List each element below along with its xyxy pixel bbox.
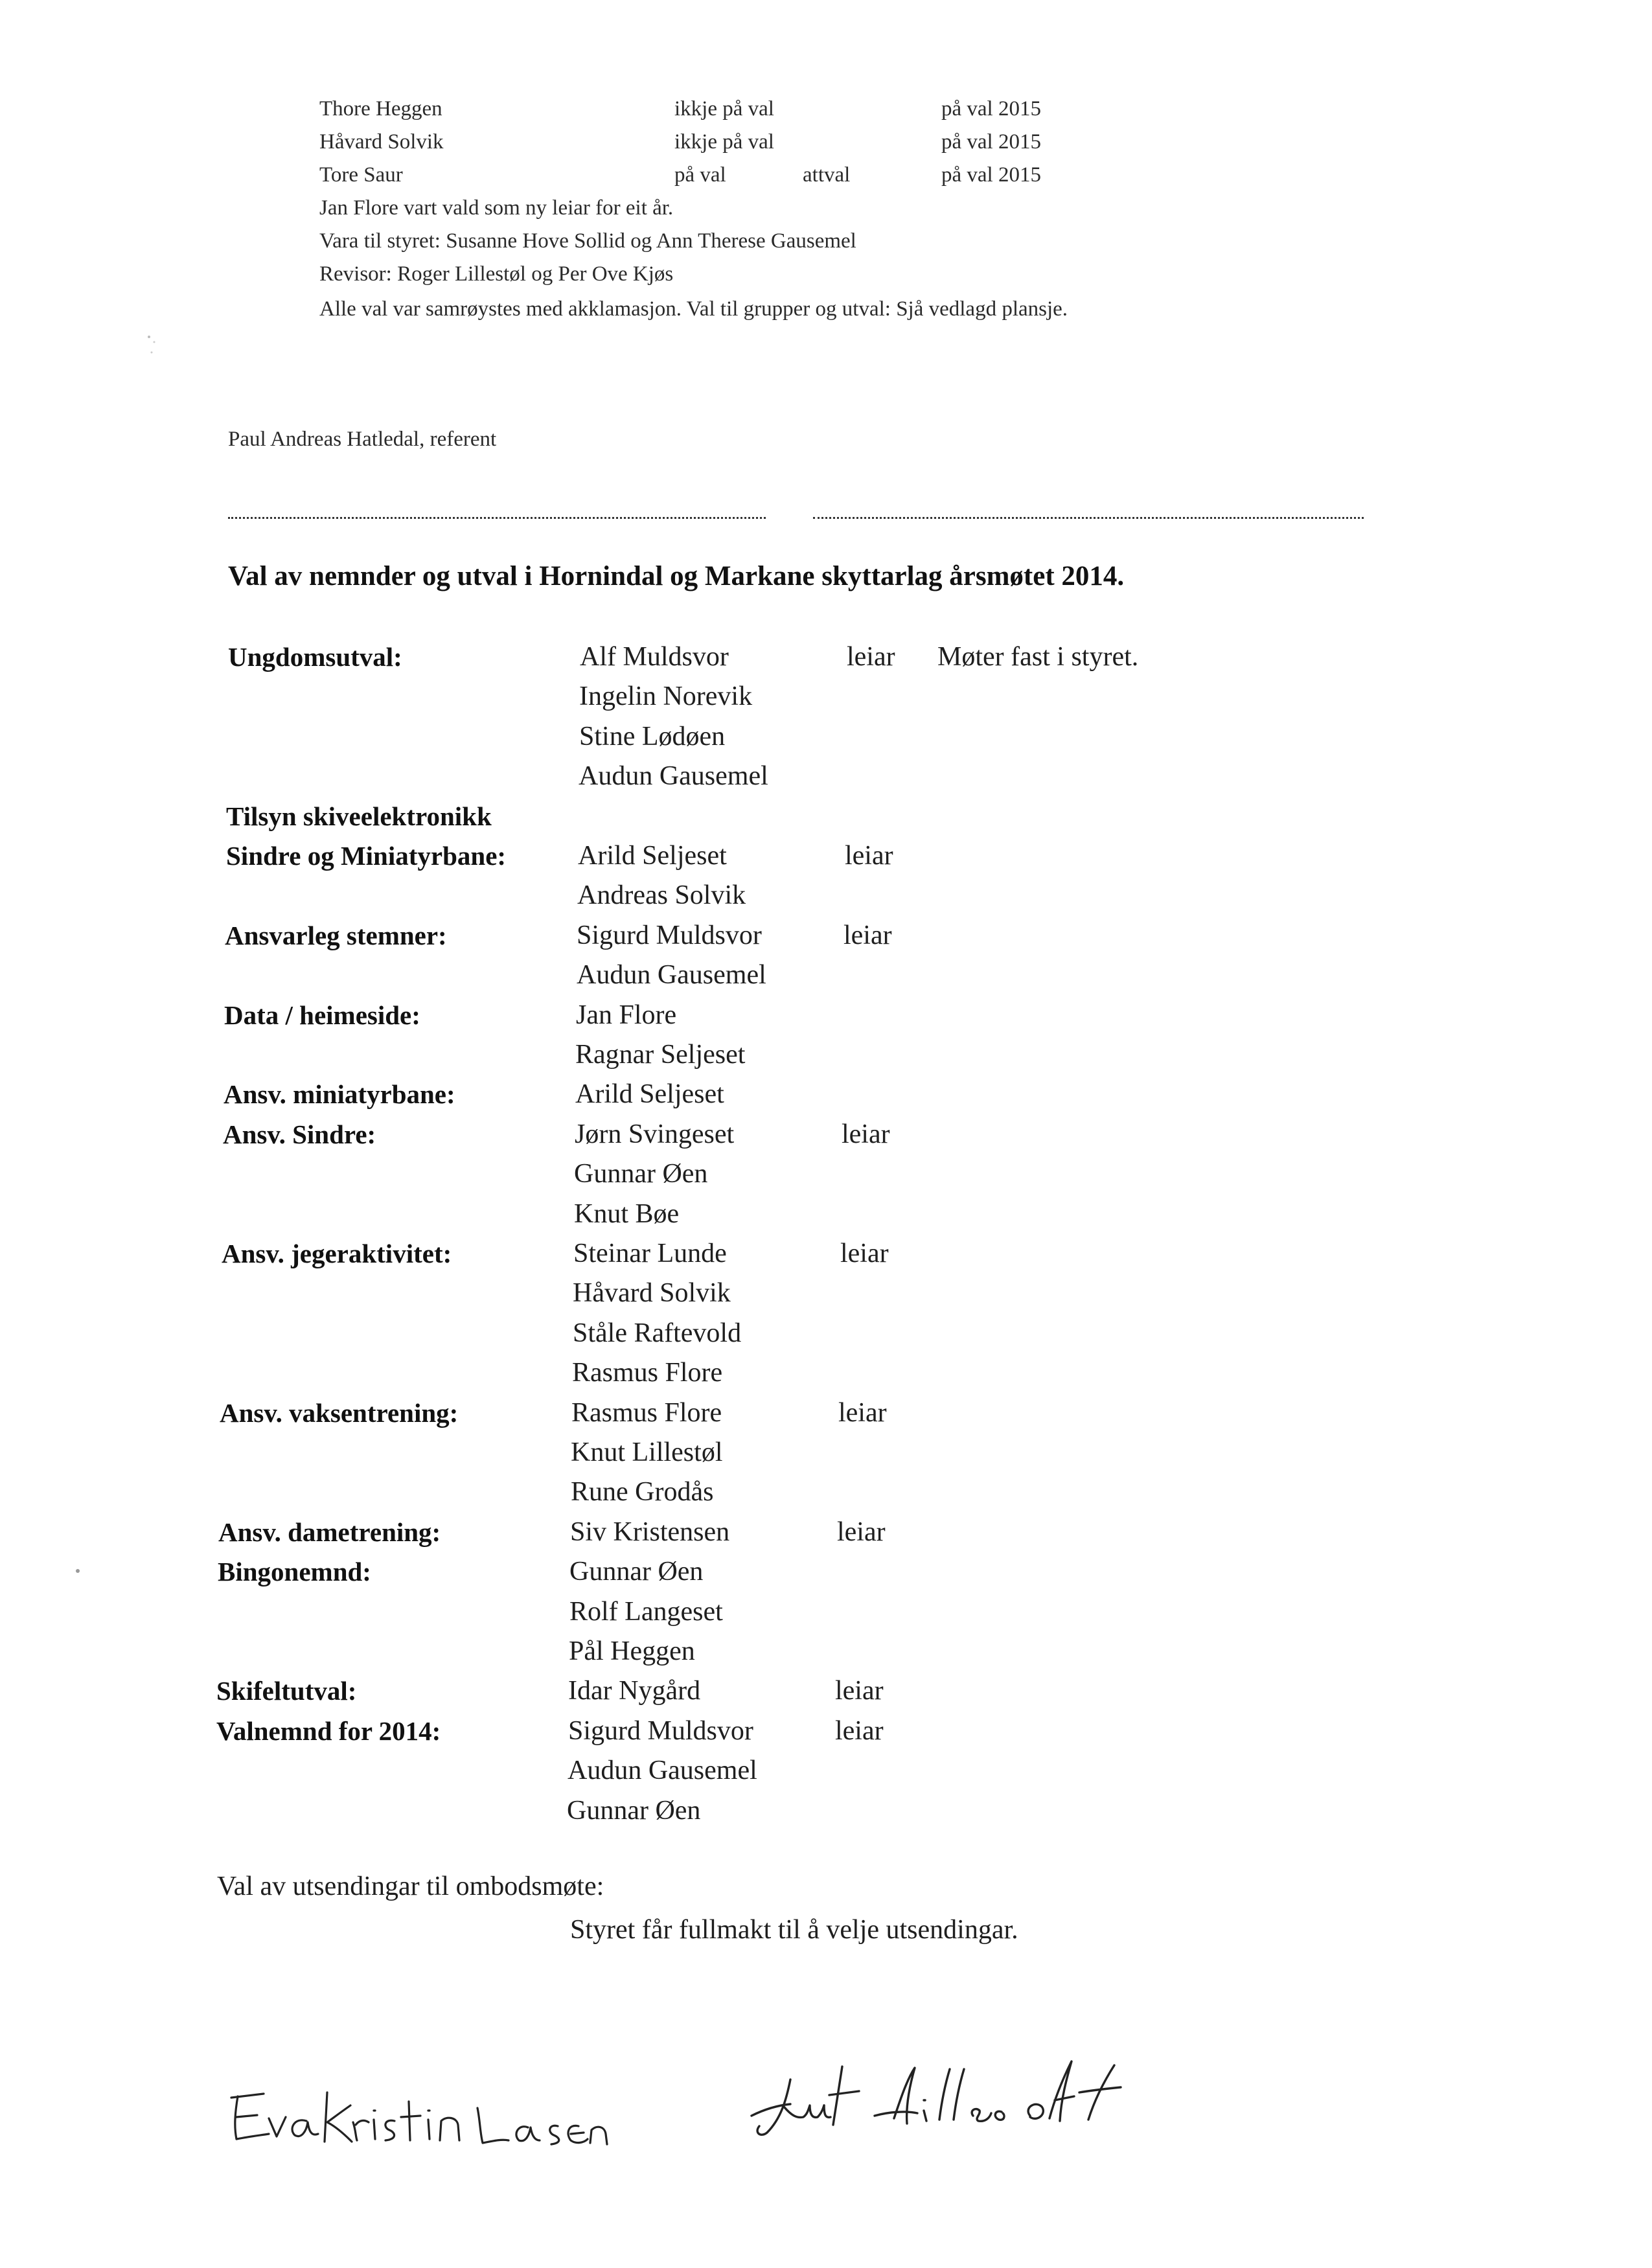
committee-label: Ansvarleg stemner: xyxy=(225,920,447,950)
committee-label: Ansv. jegeraktivitet: xyxy=(222,1239,452,1268)
signature-eva-kristin-larsen xyxy=(224,2079,612,2164)
committee-label: Skifeltutval: xyxy=(216,1676,357,1706)
member-role: leiar xyxy=(843,920,892,950)
committee-member: Sigurd Muldsvor xyxy=(568,1715,753,1746)
committee-member: Audun Gausemel xyxy=(577,960,766,991)
committee-member: Arild Seljeset xyxy=(578,841,727,871)
candidate-status-extra: attval xyxy=(803,163,851,187)
committee-label: Data / heimeside: xyxy=(224,1000,420,1030)
committee-member: Steinar Lunde xyxy=(573,1239,727,1268)
committee-member: Knut Bøe xyxy=(574,1198,680,1229)
committee-member: Alf Muldsvor xyxy=(580,642,729,672)
candidate-status: ikkje på val xyxy=(674,130,774,154)
candidate-status: på val xyxy=(674,163,726,187)
committee-member: Gunnar Øen xyxy=(574,1159,708,1189)
member-role: leiar xyxy=(840,1239,889,1268)
committee-label: Ansv. dametrening: xyxy=(218,1517,441,1547)
delegates-text: Styret får fullmakt til å velje utsendingar. xyxy=(570,1915,1018,1945)
member-role: leiar xyxy=(845,841,893,871)
committee-label: Ansv. miniatyrbane: xyxy=(224,1079,455,1110)
committee-member: Rune Grodås xyxy=(571,1477,714,1507)
page-title: Val av nemnder og utval i Hornindal og Markane skyttarlag årsmøtet 2014. xyxy=(228,561,1125,591)
delegates-heading: Val av utsendingar til ombodsmøte: xyxy=(217,1872,604,1901)
committee-label: Bingonemnd: xyxy=(218,1557,371,1587)
committee-member: Sigurd Muldsvor xyxy=(577,920,762,950)
committee-label: Sindre og Miniatyrbane: xyxy=(226,841,507,871)
candidate-name: Håvard Solvik xyxy=(319,130,444,154)
signature-knut-lillestol xyxy=(745,2054,1166,2151)
committee-member: Andreas Solvik xyxy=(577,880,746,911)
committee-label: Ansv. vaksentrening: xyxy=(220,1397,459,1428)
committee-member: Ragnar Seljeset xyxy=(575,1040,746,1070)
committee-member: Pål Heggen xyxy=(569,1636,695,1666)
committee-member: Idar Nygård xyxy=(568,1676,701,1706)
committee-member: Ståle Raftevold xyxy=(573,1318,742,1348)
committee-member: Rolf Langeset xyxy=(569,1596,723,1627)
committee-member: Jørn Svingeset xyxy=(575,1119,735,1149)
document-page: Thore Heggen ikkje på val på val 2015 Håvard Solvik ikkje på val på val 2015 Tore Saur på val attval på val 2015 Jan Flore vart vald som ny leiar for eit år. Vara til styret: Susanne Hove Sollid og Ann Therese Gausemel Revisor: Roger Lillestøl og Per Ove Kjøs Alle val var samrøystes med akklamasjon. Val til grupper og utval: Sjå vedlagd plansje. Paul Andreas Hatledal, referent Val av nemnder og utval i Hornindal og Markane skyttarlag årsmøtet 2014. Ungdomsutval: Alf Muldsvor leiar Møter fast i styret. Ingelin Norevik Stine Lødøen Audun Gausemel Tilsyn skiveelektronikk Sindre og Miniatyrbane: Arild Seljeset leiar Andreas Solvik Ansvarleg stemner: Sigurd Muldsvor leiar Audun Gausemel Data / heimeside: Jan Flore Ragnar Seljeset Ansv. miniatyrbane: Arild Seljeset Ansv. Sindre: Jørn Svingeset leiar Gunnar Øen Knut Bøe Ansv. jegeraktivitet: Steinar Lunde leiar Håvard Solvik Ståle Raftevold Rasmus Flore Ansv. vaksentrening: Rasmus Flore leiar Knut Lillestøl Rune Grodås Ansv. dametrening: Siv Kristensen leiar Bingonemnd: Gunnar Øen Rolf Langeset Pål Heggen Skifeltutval: Idar Nygård leiar Valnemnd for 2014: Sigurd Muldsvor leiar Audun Gausemel Gunnar Øen Val av utsendingar til ombodsmøte: Styret får fullmakt til å velje utsendingar. xyxy=(0,0,1652,2268)
candidate-next-election: på val 2015 xyxy=(941,97,1041,120)
candidate-name: Thore Heggen xyxy=(319,97,442,120)
member-note: Møter fast i styret. xyxy=(937,642,1139,672)
candidate-next-election: på val 2015 xyxy=(941,130,1041,154)
committee-member: Knut Lillestøl xyxy=(571,1438,723,1467)
committee-member: Arild Seljeset xyxy=(575,1079,724,1110)
member-role: leiar xyxy=(835,1676,884,1706)
candidate-status: ikkje på val xyxy=(674,97,774,120)
signature-dotted-line-left xyxy=(228,517,766,519)
committee-member: Rasmus Flore xyxy=(572,1358,723,1388)
committee-label: Ansv. Sindre: xyxy=(223,1119,376,1149)
committee-member: Stine Lødøen xyxy=(579,721,726,751)
scan-speck xyxy=(130,324,168,369)
committee-member: Gunnar Øen xyxy=(567,1795,701,1826)
member-role: leiar xyxy=(847,642,895,672)
committee-member: Håvard Solvik xyxy=(573,1278,731,1309)
committee-member: Rasmus Flore xyxy=(571,1397,722,1428)
signature-dotted-line-right xyxy=(813,517,1364,519)
candidate-next-election: på val 2015 xyxy=(941,163,1041,187)
member-role: leiar xyxy=(835,1715,884,1746)
committee-member: Siv Kristensen xyxy=(570,1517,730,1547)
committee-member: Gunnar Øen xyxy=(569,1557,704,1587)
member-role: leiar xyxy=(842,1119,890,1149)
committee-member: Jan Flore xyxy=(576,1000,677,1030)
member-role: leiar xyxy=(838,1397,887,1428)
committee-label: Ungdomsutval: xyxy=(228,642,402,672)
committee-member: Ingelin Norevik xyxy=(579,682,753,712)
scan-speck xyxy=(71,1564,84,1577)
committee-member: Audun Gausemel xyxy=(568,1756,757,1786)
committee-member: Audun Gausemel xyxy=(579,761,768,792)
committee-label: Valnemnd for 2014: xyxy=(216,1715,441,1746)
committee-label: Tilsyn skiveelektronikk xyxy=(226,801,492,831)
candidate-name: Tore Saur xyxy=(319,163,403,187)
referent-line: Paul Andreas Hatledal, referent xyxy=(228,428,497,451)
member-role: leiar xyxy=(837,1517,886,1547)
